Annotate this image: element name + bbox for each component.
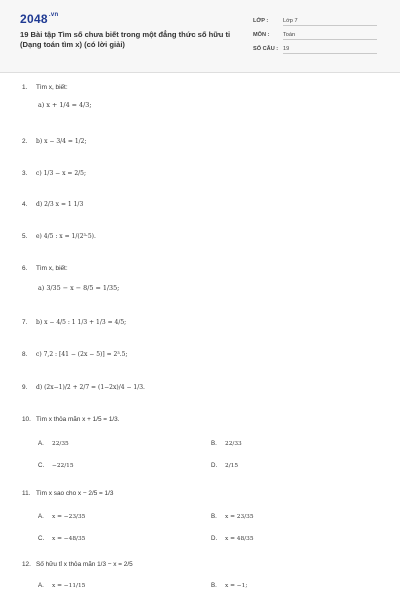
question-number: 3. <box>22 170 28 177</box>
question-10 <box>22 416 119 423</box>
question-4 <box>22 201 83 208</box>
meta-mon-value: Toán <box>283 32 377 40</box>
question-5 <box>22 233 96 240</box>
question-text: d) 2/3 x = 1 1/3 <box>36 201 84 208</box>
question-text: c) 1/3 − x = 2/5; <box>36 170 87 177</box>
question-text: Tìm x, biết: <box>36 265 68 272</box>
answer-option-a[interactable] <box>38 513 85 520</box>
option-value: x = −11/15 <box>52 583 86 589</box>
question-text: Số hữu tỉ x thỏa mãn 1/3 − x = 2/5 <box>36 561 133 568</box>
answer-option-a[interactable] <box>38 582 85 589</box>
question-number: 11. <box>22 490 31 497</box>
meta-socau <box>253 46 377 54</box>
worksheet-title: 19 Bài tập Tìm số chưa biết trong một đẳng thức số hữu tỉ (Dạng toán tìm x) (có lời giải) <box>20 30 231 49</box>
question-6 <box>22 265 68 272</box>
answer-option-b[interactable] <box>211 440 242 447</box>
meta-socau-value: 19 <box>283 46 377 54</box>
question-text: Tìm x, biết: <box>36 84 68 91</box>
question-2 <box>22 138 87 145</box>
option-label: A. <box>38 440 44 447</box>
option-value: x = −23/35 <box>52 514 86 520</box>
option-value: x = −48/35 <box>52 536 86 542</box>
answer-option-b[interactable] <box>211 513 254 520</box>
answer-option-d[interactable] <box>211 535 254 542</box>
option-value: 2/15 <box>225 463 239 469</box>
question-number: 8. <box>22 351 28 358</box>
option-label: C. <box>38 535 45 542</box>
option-value: x = 48/35 <box>225 536 254 542</box>
question-11 <box>22 490 113 497</box>
answer-option-c[interactable] <box>38 535 85 542</box>
meta-mon-label: MÔN : <box>253 32 270 38</box>
option-label: B. <box>211 513 217 520</box>
question-number: 1. <box>22 84 28 91</box>
question-text: b) x − 4/5 : 1 1/3 + 1/3 = 4/5; <box>36 319 127 326</box>
question-1-part-a: a) x + 1/4 = 4/3; <box>38 101 92 109</box>
meta-lop-value: Lớp 7 <box>283 18 377 26</box>
answer-option-a[interactable] <box>38 440 69 447</box>
question-number: 7. <box>22 319 28 326</box>
worksheet-header <box>0 0 400 73</box>
logo-tld: .vn <box>48 12 59 18</box>
question-text: Tìm x thỏa mãn x + 1/5 = 1/3. <box>36 416 120 423</box>
question-text: c) 7,2 : [41 − (2x − 5)] = 2³.5; <box>36 351 128 358</box>
meta-lop-label: LỚP : <box>253 18 269 24</box>
question-9 <box>22 384 145 391</box>
answer-option-d[interactable] <box>211 462 238 469</box>
meta-socau-label: SỐ CÂU : <box>253 46 279 52</box>
option-value: −22/15 <box>52 463 74 469</box>
meta-mon <box>253 32 377 40</box>
option-value: 22/35 <box>52 441 69 447</box>
option-label: C. <box>38 462 45 469</box>
answer-option-b[interactable] <box>211 582 247 589</box>
option-label: A. <box>38 513 44 520</box>
question-12 <box>22 561 133 568</box>
option-label: B. <box>211 582 217 589</box>
question-7 <box>22 319 126 326</box>
option-value: 22/33 <box>225 441 242 447</box>
question-1 <box>22 84 68 91</box>
question-number: 12. <box>22 561 31 568</box>
option-value: x = −1; <box>225 583 248 589</box>
question-text: b) x − 3/4 = 1/2; <box>36 138 87 145</box>
question-3 <box>22 170 86 177</box>
question-number: 9. <box>22 384 28 391</box>
meta-lop <box>253 18 377 26</box>
question-number: 4. <box>22 201 28 208</box>
option-label: D. <box>211 462 218 469</box>
option-label: D. <box>211 535 218 542</box>
question-number: 5. <box>22 233 28 240</box>
question-8 <box>22 351 128 358</box>
question-text: d) (2x−1)/2 + 2/7 = (1−2x)/4 − 1/3. <box>36 384 145 391</box>
question-number: 6. <box>22 265 28 272</box>
site-logo[interactable] <box>20 12 58 26</box>
question-text: e) 4/5 : x = 1/(2³·5). <box>36 233 96 240</box>
option-label: B. <box>211 440 217 447</box>
question-number: 10. <box>22 416 31 423</box>
option-label: A. <box>38 582 44 589</box>
option-value: x = 23/35 <box>225 514 254 520</box>
question-text: Tìm x sao cho x − 2/5 = 1/3 <box>36 490 114 497</box>
question-number: 2. <box>22 138 28 145</box>
answer-option-c[interactable] <box>38 462 74 469</box>
question-6-part-a: a) 3/35 − x − 8/5 = 1/35; <box>38 284 120 292</box>
logo-text: 2048 <box>20 12 48 26</box>
